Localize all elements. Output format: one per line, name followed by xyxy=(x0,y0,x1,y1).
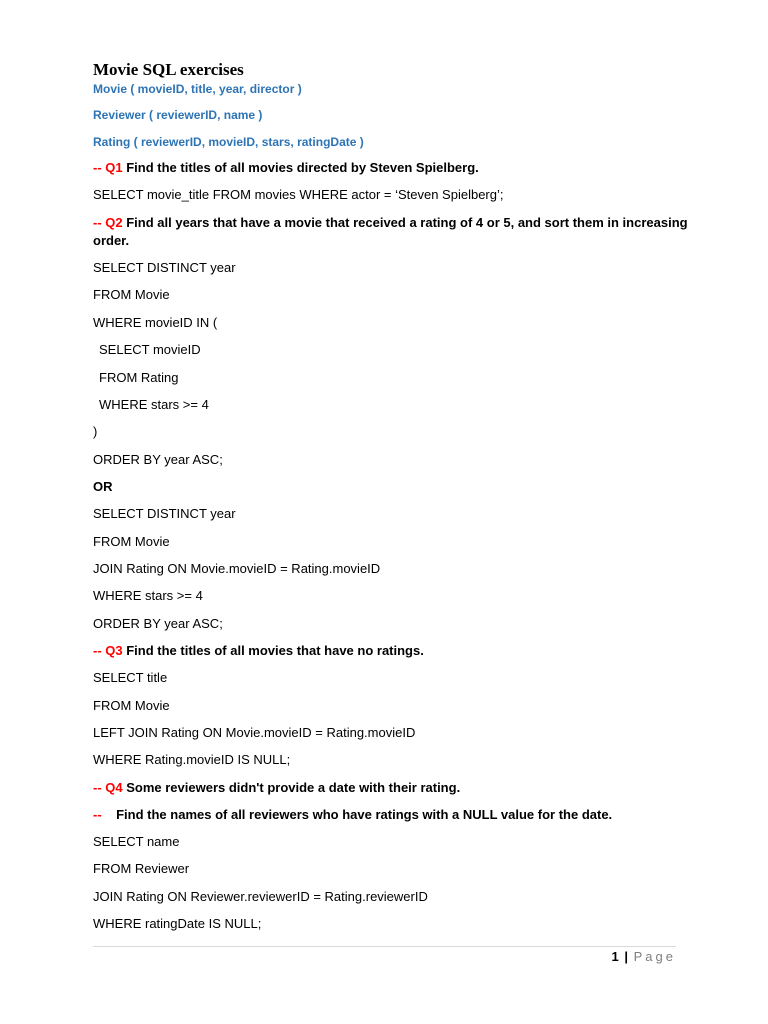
comment-prefix: -- xyxy=(93,780,106,795)
question-text: Some reviewers didn't provide a date with their rating. xyxy=(122,780,461,795)
sql-line: JOIN Rating ON Reviewer.reviewerID = Rating.reviewerID xyxy=(93,889,428,904)
sql-line: ORDER BY year ASC; xyxy=(93,452,223,467)
question-text: Find the names of all reviewers who have ratings with a NULL value for the date. xyxy=(101,807,613,822)
sql-line: JOIN Rating ON Movie.movieID = Rating.movieID xyxy=(93,561,381,576)
comment-prefix: -- xyxy=(93,215,106,230)
sql-line: WHERE Rating.movieID IS NULL; xyxy=(93,752,291,767)
document-title: Movie SQL exercises xyxy=(93,60,244,79)
question-label: Q1 xyxy=(105,160,123,175)
question-q3 xyxy=(93,642,424,660)
sql-line: FROM Reviewer xyxy=(93,861,190,876)
sql-line: ) xyxy=(93,424,98,439)
page-word: Page xyxy=(633,949,676,964)
question-q2-continued: order. xyxy=(93,233,130,248)
question-text: Find the titles of all movies that have no ratings. xyxy=(122,643,424,658)
sql-line: FROM Movie xyxy=(93,287,170,302)
question-text: Find the titles of all movies directed by Steven Spielberg. xyxy=(122,160,479,175)
page-footer xyxy=(612,948,677,966)
question-label: Q4 xyxy=(105,780,123,795)
question-q2 xyxy=(93,214,688,232)
footer-divider xyxy=(93,946,676,947)
sql-line: SELECT title xyxy=(93,670,168,685)
question-q4 xyxy=(93,779,460,797)
sql-line: LEFT JOIN Rating ON Movie.movieID = Rating.movieID xyxy=(93,725,416,740)
sql-line: WHERE stars >= 4 xyxy=(93,588,203,603)
comment-prefix: -- xyxy=(93,160,106,175)
sql-line: FROM Movie xyxy=(93,698,170,713)
question-q1 xyxy=(93,159,479,177)
sql-line: SELECT movieID xyxy=(99,342,201,357)
question-label: Q3 xyxy=(105,643,123,658)
question-label: Q2 xyxy=(105,215,123,230)
sql-line: SELECT movie_title FROM movies WHERE actor = ‘Steven Spielberg’; xyxy=(93,187,504,202)
comment-prefix: -- xyxy=(93,643,106,658)
sql-line: WHERE ratingDate IS NULL; xyxy=(93,916,262,931)
sql-line: SELECT DISTINCT year xyxy=(93,506,236,521)
footer-separator: | xyxy=(624,949,628,964)
sql-line: WHERE stars >= 4 xyxy=(99,397,209,412)
schema-movie: Movie ( movieID, title, year, director ) xyxy=(93,82,302,96)
question-text: Find all years that have a movie that received a rating of 4 or 5, and sort them in increasing xyxy=(122,215,688,230)
sql-line: FROM Movie xyxy=(93,534,170,549)
page-number: 1 xyxy=(611,949,619,964)
sql-line: SELECT DISTINCT year xyxy=(93,260,236,275)
or-label: OR xyxy=(93,479,113,494)
comment-prefix: -- xyxy=(93,807,102,822)
sql-line: FROM Rating xyxy=(99,370,179,385)
schema-rating: Rating ( reviewerID, movieID, stars, ratingDate ) xyxy=(93,135,364,149)
sql-line: ORDER BY year ASC; xyxy=(93,616,223,631)
question-q4-continued xyxy=(93,806,612,824)
sql-line: WHERE movieID IN ( xyxy=(93,315,218,330)
schema-reviewer: Reviewer ( reviewerID, name ) xyxy=(93,108,263,122)
sql-line: SELECT name xyxy=(93,834,180,849)
